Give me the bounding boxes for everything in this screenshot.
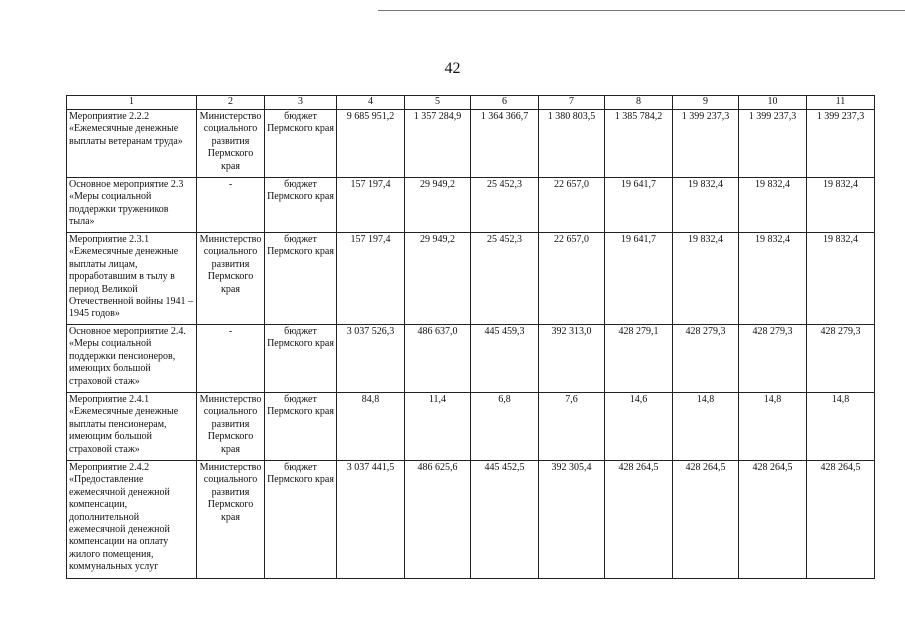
value-cell: 22 657,0 bbox=[539, 178, 605, 233]
value-cell: 486 637,0 bbox=[405, 325, 471, 393]
value-cell: 6,8 bbox=[471, 393, 539, 461]
value-cell: 19 832,4 bbox=[739, 178, 807, 233]
value-cell: 22 657,0 bbox=[539, 233, 605, 325]
value-cell: 1 357 284,9 bbox=[405, 110, 471, 178]
executor-cell: Министерство социального развития Пермского края bbox=[197, 461, 265, 579]
value-cell: 428 279,3 bbox=[739, 325, 807, 393]
value-cell: 19 832,4 bbox=[673, 233, 739, 325]
activity-name-cell: Мероприятие 2.3.1 «Ежемесячные денежные выплаты лицам, проработавшим в тылу в период Великой Отечественной войны 1941 – 1945 годов» bbox=[67, 233, 197, 325]
page-number: 42 bbox=[444, 60, 461, 77]
header-cell: 9 bbox=[673, 96, 739, 110]
activity-name-cell: Мероприятие 2.4.1 «Ежемесячные денежные выплаты пенсионерам, имеющим большой страховой стаж» bbox=[67, 393, 197, 461]
header-row bbox=[67, 96, 875, 110]
header-cell: 10 bbox=[739, 96, 807, 110]
header-cell: 6 bbox=[471, 96, 539, 110]
value-cell: 1 399 237,3 bbox=[739, 110, 807, 178]
value-cell: 157 197,4 bbox=[337, 233, 405, 325]
value-cell: 3 037 441,5 bbox=[337, 461, 405, 579]
value-cell: 1 380 803,5 bbox=[539, 110, 605, 178]
header-cell: 5 bbox=[405, 96, 471, 110]
table-row bbox=[67, 393, 875, 461]
value-cell: 29 949,2 bbox=[405, 233, 471, 325]
value-cell: 1 385 784,2 bbox=[605, 110, 673, 178]
program-table bbox=[66, 95, 875, 579]
value-cell: 392 305,4 bbox=[539, 461, 605, 579]
activity-name-cell: Основное мероприятие 2.3 «Меры социальной поддержки тружеников тыла» bbox=[67, 178, 197, 233]
executor-cell: - bbox=[197, 178, 265, 233]
value-cell: 19 832,4 bbox=[807, 178, 875, 233]
header-cell: 2 bbox=[197, 96, 265, 110]
value-cell: 445 459,3 bbox=[471, 325, 539, 393]
activity-name-cell: Основное мероприятие 2.4. «Меры социальной поддержки пенсионеров, имеющих большой страховой стаж» bbox=[67, 325, 197, 393]
executor-cell: Министерство социального развития Пермского края bbox=[197, 110, 265, 178]
value-cell: 19 641,7 bbox=[605, 233, 673, 325]
value-cell: 9 685 951,2 bbox=[337, 110, 405, 178]
activity-name-cell: Мероприятие 2.4.2 «Предоставление ежемесячной денежной компенсации, дополнительной ежемесячной денежной компенсации на оплату жилого помещения, коммунальных услуг bbox=[67, 461, 197, 579]
funding-source-cell: бюджет Пермского края bbox=[265, 461, 337, 579]
value-cell: 392 313,0 bbox=[539, 325, 605, 393]
value-cell: 1 364 366,7 bbox=[471, 110, 539, 178]
funding-source-cell: бюджет Пермского края bbox=[265, 110, 337, 178]
value-cell: 1 399 237,3 bbox=[807, 110, 875, 178]
value-cell: 14,8 bbox=[739, 393, 807, 461]
header-cell: 8 bbox=[605, 96, 673, 110]
value-cell: 19 641,7 bbox=[605, 178, 673, 233]
value-cell: 428 279,1 bbox=[605, 325, 673, 393]
funding-source-cell: бюджет Пермского края bbox=[265, 325, 337, 393]
value-cell: 1 399 237,3 bbox=[673, 110, 739, 178]
executor-cell: - bbox=[197, 325, 265, 393]
value-cell: 19 832,4 bbox=[807, 233, 875, 325]
value-cell: 3 037 526,3 bbox=[337, 325, 405, 393]
funding-source-cell: бюджет Пермского края bbox=[265, 233, 337, 325]
table-row bbox=[67, 233, 875, 325]
funding-source-cell: бюджет Пермского края bbox=[265, 393, 337, 461]
value-cell: 428 279,3 bbox=[673, 325, 739, 393]
table-row bbox=[67, 461, 875, 579]
activity-name-cell: Мероприятие 2.2.2 «Ежемесячные денежные выплаты ветеранам труда» bbox=[67, 110, 197, 178]
value-cell: 25 452,3 bbox=[471, 178, 539, 233]
table-row bbox=[67, 325, 875, 393]
header-cell: 4 bbox=[337, 96, 405, 110]
value-cell: 428 279,3 bbox=[807, 325, 875, 393]
value-cell: 486 625,6 bbox=[405, 461, 471, 579]
table-row bbox=[67, 110, 875, 178]
executor-cell: Министерство социального развития Пермского края bbox=[197, 233, 265, 325]
table-row bbox=[67, 178, 875, 233]
value-cell: 428 264,5 bbox=[605, 461, 673, 579]
executor-cell: Министерство социального развития Пермского края bbox=[197, 393, 265, 461]
top-rule bbox=[378, 10, 905, 11]
value-cell: 19 832,4 bbox=[673, 178, 739, 233]
header-cell: 11 bbox=[807, 96, 875, 110]
header-cell: 7 bbox=[539, 96, 605, 110]
value-cell: 14,8 bbox=[807, 393, 875, 461]
value-cell: 428 264,5 bbox=[807, 461, 875, 579]
value-cell: 19 832,4 bbox=[739, 233, 807, 325]
value-cell: 445 452,5 bbox=[471, 461, 539, 579]
header-cell: 3 bbox=[265, 96, 337, 110]
value-cell: 157 197,4 bbox=[337, 178, 405, 233]
value-cell: 29 949,2 bbox=[405, 178, 471, 233]
value-cell: 14,6 bbox=[605, 393, 673, 461]
value-cell: 25 452,3 bbox=[471, 233, 539, 325]
value-cell: 428 264,5 bbox=[673, 461, 739, 579]
header-cell: 1 bbox=[67, 96, 197, 110]
funding-source-cell: бюджет Пермского края bbox=[265, 178, 337, 233]
value-cell: 11,4 bbox=[405, 393, 471, 461]
value-cell: 428 264,5 bbox=[739, 461, 807, 579]
value-cell: 7,6 bbox=[539, 393, 605, 461]
value-cell: 84,8 bbox=[337, 393, 405, 461]
value-cell: 14,8 bbox=[673, 393, 739, 461]
